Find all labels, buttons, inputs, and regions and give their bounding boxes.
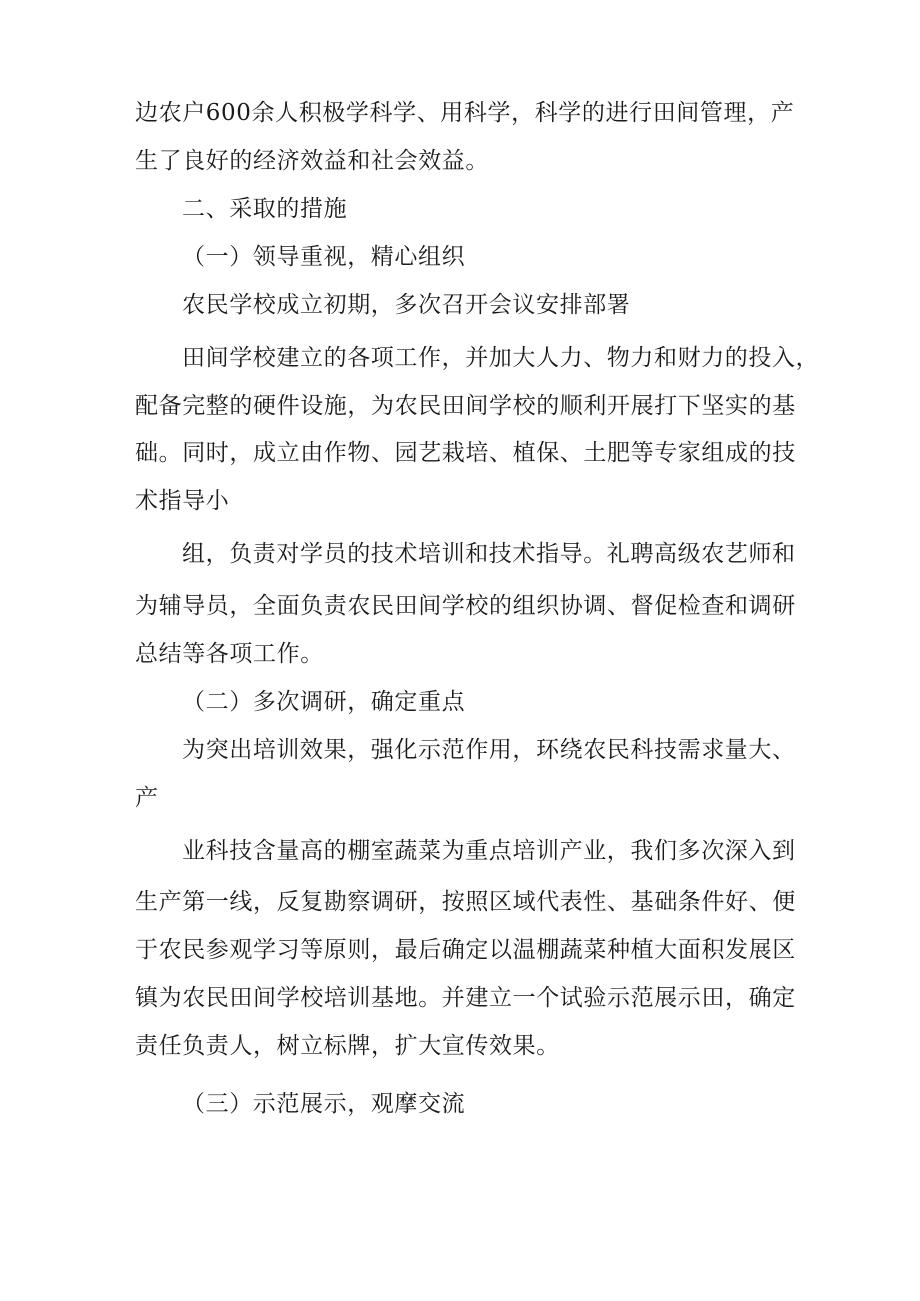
paragraph-line: 术指导小 [135,488,230,514]
paragraph-line: 生产第一线，反复勘察调研，按照区域代表性、基础条件好、便 [135,889,796,915]
subsection-heading: （一）领导重视，精心组织 [182,244,466,270]
subsection-heading: （三）示范展示，观摩交流 [182,1091,466,1117]
paragraph-line: 础。同时，成立由作物、园艺栽培、植保、土肥等专家组成的技 [135,440,796,466]
paragraph-line: 责任负责人，树立标牌，扩大宣传效果。 [135,1033,560,1059]
section-heading: 二、采取的措施 [182,196,348,222]
paragraph-line: 为辅导员，全面负责农民田间学校的组织协调、督促检查和调研 [135,593,796,619]
subsection-heading: （二）多次调研，确定重点 [182,689,466,715]
paragraph-line: 为突出培训效果，强化示范作用，环绕农民科技需求量大、 [182,737,796,763]
paragraph-line: 于农民参观学习等原则，最后确定以温棚蔬菜种植大面积发展区 [135,937,796,963]
paragraph-line: 组，负责对学员的技术培训和技术指导。礼聘高级农艺师和 [182,541,796,567]
paragraph-line: 业科技含量高的棚室蔬菜为重点培训产业，我们多次深入到 [182,838,796,864]
paragraph-line: 边农户600余人积极学科学、用科学，科学的进行田间管理，产 [135,100,795,126]
paragraph-line: 田间学校建立的各项工作，并加大人力、物力和财力的投入， [182,345,820,371]
paragraph-line: 镇为农民田间学校培训基地。并建立一个试验示范展示田，确定 [135,985,796,1011]
paragraph-line: 配备完整的硬件设施，为农民田间学校的顺利开展打下坚实的基 [135,393,796,419]
paragraph-line: 农民学校成立初期，多次召开会议安排部署 [182,292,631,318]
paragraph-line: 生了良好的经济效益和社会效益。 [135,148,489,174]
paragraph-line: 产 [135,785,159,811]
paragraph-line: 总结等各项工作。 [135,641,324,667]
